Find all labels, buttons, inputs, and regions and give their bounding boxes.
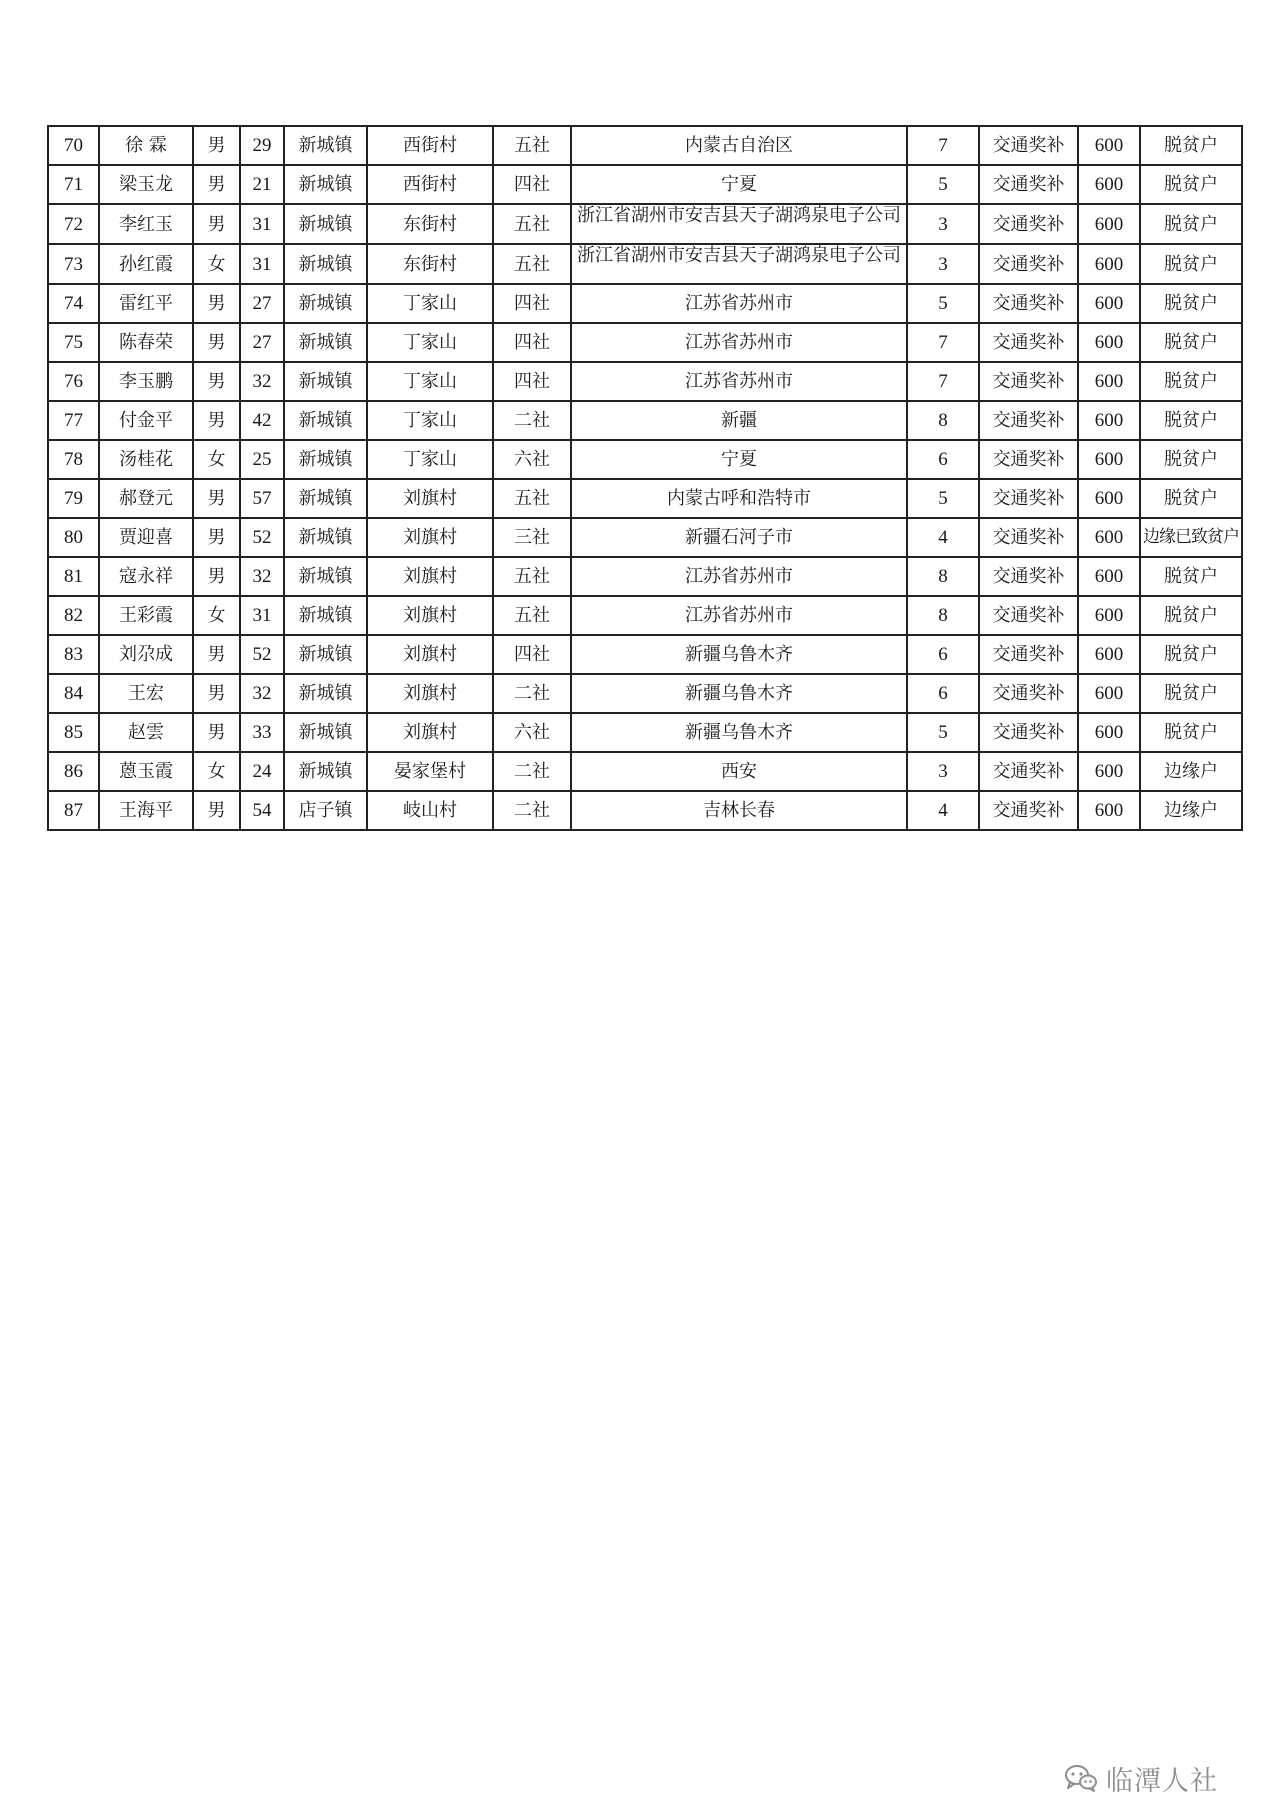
cell-number: 71 xyxy=(48,165,99,204)
cell-workplace: 吉林长春 xyxy=(571,791,907,830)
roster-body xyxy=(48,126,1242,830)
cell-months: 6 xyxy=(907,635,979,674)
cell-town: 新城镇 xyxy=(284,362,367,401)
cell-gender: 男 xyxy=(193,284,240,323)
cell-town: 新城镇 xyxy=(284,204,367,244)
cell-household-type: 脱贫户 xyxy=(1140,674,1242,713)
cell-subsidy-type: 交通奖补 xyxy=(979,165,1078,204)
table-row xyxy=(48,440,1242,479)
cell-town: 新城镇 xyxy=(284,323,367,362)
cell-village: 丁家山 xyxy=(367,362,493,401)
cell-workplace: 新疆 xyxy=(571,401,907,440)
cell-age: 42 xyxy=(240,401,284,440)
cell-household-type: 脱贫户 xyxy=(1140,440,1242,479)
cell-amount: 600 xyxy=(1078,440,1140,479)
cell-age: 31 xyxy=(240,244,284,284)
cell-workplace: 西安 xyxy=(571,752,907,791)
cell-amount: 600 xyxy=(1078,596,1140,635)
cell-amount: 600 xyxy=(1078,557,1140,596)
cell-town: 新城镇 xyxy=(284,713,367,752)
cell-amount: 600 xyxy=(1078,791,1140,830)
cell-workplace: 江苏省苏州市 xyxy=(571,284,907,323)
table-row xyxy=(48,165,1242,204)
cell-group: 二社 xyxy=(493,791,571,830)
cell-months: 8 xyxy=(907,557,979,596)
cell-household-type: 脱贫户 xyxy=(1140,323,1242,362)
cell-workplace: 新疆乌鲁木齐 xyxy=(571,674,907,713)
cell-months: 7 xyxy=(907,126,979,165)
cell-gender: 男 xyxy=(193,635,240,674)
cell-gender: 男 xyxy=(193,674,240,713)
cell-number: 76 xyxy=(48,362,99,401)
cell-age: 52 xyxy=(240,635,284,674)
cell-number: 81 xyxy=(48,557,99,596)
cell-subsidy-type: 交通奖补 xyxy=(979,713,1078,752)
cell-household-type: 脱贫户 xyxy=(1140,165,1242,204)
cell-name: 贾迎喜 xyxy=(99,518,193,557)
cell-months: 7 xyxy=(907,362,979,401)
cell-subsidy-type: 交通奖补 xyxy=(979,284,1078,323)
cell-months: 8 xyxy=(907,596,979,635)
cell-subsidy-type: 交通奖补 xyxy=(979,518,1078,557)
cell-name: 李红玉 xyxy=(99,204,193,244)
cell-group: 五社 xyxy=(493,479,571,518)
cell-household-type: 脱贫户 xyxy=(1140,284,1242,323)
cell-gender: 男 xyxy=(193,165,240,204)
cell-age: 33 xyxy=(240,713,284,752)
cell-age: 29 xyxy=(240,126,284,165)
cell-household-type: 脱贫户 xyxy=(1140,635,1242,674)
cell-gender: 男 xyxy=(193,401,240,440)
cell-subsidy-type: 交通奖补 xyxy=(979,362,1078,401)
cell-workplace: 江苏省苏州市 xyxy=(571,596,907,635)
cell-workplace: 浙江省湖州市安吉县天子湖鸿泉电子公司 xyxy=(571,244,907,284)
cell-gender: 男 xyxy=(193,126,240,165)
cell-village: 丁家山 xyxy=(367,440,493,479)
cell-number: 84 xyxy=(48,674,99,713)
cell-workplace: 浙江省湖州市安吉县天子湖鸿泉电子公司 xyxy=(571,204,907,244)
cell-amount: 600 xyxy=(1078,323,1140,362)
cell-village: 西街村 xyxy=(367,165,493,204)
cell-amount: 600 xyxy=(1078,362,1140,401)
table-row xyxy=(48,204,1242,244)
table-row xyxy=(48,323,1242,362)
subsidy-roster-table xyxy=(47,125,1243,831)
cell-group: 二社 xyxy=(493,752,571,791)
cell-name: 郝登元 xyxy=(99,479,193,518)
cell-name: 王彩霞 xyxy=(99,596,193,635)
watermark-text: 临潭人社 xyxy=(1106,1765,1218,1797)
cell-number: 75 xyxy=(48,323,99,362)
cell-group: 四社 xyxy=(493,165,571,204)
cell-subsidy-type: 交通奖补 xyxy=(979,479,1078,518)
cell-village: 晏家堡村 xyxy=(367,752,493,791)
cell-name: 赵雲 xyxy=(99,713,193,752)
cell-subsidy-type: 交通奖补 xyxy=(979,204,1078,244)
cell-months: 4 xyxy=(907,518,979,557)
cell-number: 72 xyxy=(48,204,99,244)
cell-amount: 600 xyxy=(1078,518,1140,557)
cell-months: 3 xyxy=(907,752,979,791)
cell-months: 5 xyxy=(907,165,979,204)
cell-subsidy-type: 交通奖补 xyxy=(979,557,1078,596)
cell-group: 三社 xyxy=(493,518,571,557)
cell-age: 32 xyxy=(240,674,284,713)
cell-group: 五社 xyxy=(493,557,571,596)
cell-subsidy-type: 交通奖补 xyxy=(979,401,1078,440)
cell-village: 刘旗村 xyxy=(367,635,493,674)
cell-gender: 女 xyxy=(193,752,240,791)
cell-group: 二社 xyxy=(493,674,571,713)
cell-workplace: 宁夏 xyxy=(571,165,907,204)
table-row xyxy=(48,596,1242,635)
cell-gender: 男 xyxy=(193,323,240,362)
cell-household-type: 边缘户 xyxy=(1140,791,1242,830)
cell-number: 77 xyxy=(48,401,99,440)
cell-town: 新城镇 xyxy=(284,752,367,791)
cell-village: 刘旗村 xyxy=(367,674,493,713)
cell-number: 82 xyxy=(48,596,99,635)
cell-gender: 男 xyxy=(193,791,240,830)
cell-amount: 600 xyxy=(1078,752,1140,791)
cell-household-type: 脱贫户 xyxy=(1140,204,1242,244)
cell-gender: 男 xyxy=(193,362,240,401)
cell-group: 五社 xyxy=(493,204,571,244)
cell-workplace: 新疆乌鲁木齐 xyxy=(571,635,907,674)
cell-household-type: 脱贫户 xyxy=(1140,713,1242,752)
cell-village: 刘旗村 xyxy=(367,518,493,557)
cell-age: 31 xyxy=(240,204,284,244)
cell-name: 王宏 xyxy=(99,674,193,713)
cell-subsidy-type: 交通奖补 xyxy=(979,244,1078,284)
cell-months: 3 xyxy=(907,244,979,284)
cell-age: 57 xyxy=(240,479,284,518)
cell-town: 新城镇 xyxy=(284,126,367,165)
cell-gender: 女 xyxy=(193,440,240,479)
cell-town: 新城镇 xyxy=(284,518,367,557)
cell-age: 25 xyxy=(240,440,284,479)
cell-village: 岐山村 xyxy=(367,791,493,830)
cell-age: 21 xyxy=(240,165,284,204)
cell-village: 刘旗村 xyxy=(367,596,493,635)
cell-town: 新城镇 xyxy=(284,401,367,440)
cell-number: 78 xyxy=(48,440,99,479)
cell-household-type: 脱贫户 xyxy=(1140,126,1242,165)
cell-number: 74 xyxy=(48,284,99,323)
cell-months: 6 xyxy=(907,674,979,713)
wechat-icon xyxy=(1064,1763,1098,1793)
cell-subsidy-type: 交通奖补 xyxy=(979,596,1078,635)
cell-number: 80 xyxy=(48,518,99,557)
cell-group: 四社 xyxy=(493,362,571,401)
cell-workplace: 江苏省苏州市 xyxy=(571,557,907,596)
cell-amount: 600 xyxy=(1078,284,1140,323)
cell-household-type: 边缘户 xyxy=(1140,752,1242,791)
cell-subsidy-type: 交通奖补 xyxy=(979,323,1078,362)
cell-amount: 600 xyxy=(1078,244,1140,284)
cell-town: 新城镇 xyxy=(284,244,367,284)
cell-name: 蒽玉霞 xyxy=(99,752,193,791)
cell-name: 李玉鹏 xyxy=(99,362,193,401)
cell-town: 新城镇 xyxy=(284,674,367,713)
cell-amount: 600 xyxy=(1078,204,1140,244)
cell-number: 86 xyxy=(48,752,99,791)
cell-gender: 女 xyxy=(193,244,240,284)
cell-household-type: 脱贫户 xyxy=(1140,244,1242,284)
cell-workplace: 新疆石河子市 xyxy=(571,518,907,557)
table-row xyxy=(48,713,1242,752)
cell-group: 四社 xyxy=(493,284,571,323)
cell-household-type: 脱贫户 xyxy=(1140,479,1242,518)
table-row xyxy=(48,518,1242,557)
cell-months: 5 xyxy=(907,284,979,323)
cell-number: 73 xyxy=(48,244,99,284)
cell-group: 六社 xyxy=(493,440,571,479)
cell-name: 汤桂花 xyxy=(99,440,193,479)
cell-name: 孙红霞 xyxy=(99,244,193,284)
cell-group: 四社 xyxy=(493,635,571,674)
table-row xyxy=(48,674,1242,713)
cell-number: 70 xyxy=(48,126,99,165)
table-row xyxy=(48,479,1242,518)
cell-gender: 女 xyxy=(193,596,240,635)
cell-village: 西街村 xyxy=(367,126,493,165)
cell-amount: 600 xyxy=(1078,635,1140,674)
cell-subsidy-type: 交通奖补 xyxy=(979,674,1078,713)
cell-name: 寇永祥 xyxy=(99,557,193,596)
cell-household-type: 边缘已致贫户 xyxy=(1140,518,1242,557)
cell-number: 83 xyxy=(48,635,99,674)
cell-gender: 男 xyxy=(193,479,240,518)
cell-age: 27 xyxy=(240,323,284,362)
cell-town: 新城镇 xyxy=(284,596,367,635)
cell-months: 6 xyxy=(907,440,979,479)
table-row xyxy=(48,635,1242,674)
cell-workplace: 新疆乌鲁木齐 xyxy=(571,713,907,752)
cell-number: 85 xyxy=(48,713,99,752)
cell-household-type: 脱贫户 xyxy=(1140,401,1242,440)
cell-workplace: 江苏省苏州市 xyxy=(571,323,907,362)
cell-workplace: 内蒙古呼和浩特市 xyxy=(571,479,907,518)
cell-subsidy-type: 交通奖补 xyxy=(979,791,1078,830)
cell-town: 新城镇 xyxy=(284,440,367,479)
cell-village: 刘旗村 xyxy=(367,713,493,752)
cell-group: 五社 xyxy=(493,244,571,284)
cell-village: 丁家山 xyxy=(367,401,493,440)
cell-amount: 600 xyxy=(1078,165,1140,204)
table-row xyxy=(48,126,1242,165)
cell-town: 店子镇 xyxy=(284,791,367,830)
cell-age: 32 xyxy=(240,557,284,596)
cell-amount: 600 xyxy=(1078,674,1140,713)
cell-household-type: 脱贫户 xyxy=(1140,596,1242,635)
cell-name: 王海平 xyxy=(99,791,193,830)
cell-town: 新城镇 xyxy=(284,557,367,596)
cell-months: 4 xyxy=(907,791,979,830)
cell-months: 8 xyxy=(907,401,979,440)
cell-group: 六社 xyxy=(493,713,571,752)
cell-gender: 男 xyxy=(193,204,240,244)
table-row xyxy=(48,362,1242,401)
table-row xyxy=(48,244,1242,284)
cell-town: 新城镇 xyxy=(284,165,367,204)
cell-amount: 600 xyxy=(1078,479,1140,518)
cell-age: 31 xyxy=(240,596,284,635)
cell-name: 付金平 xyxy=(99,401,193,440)
watermark xyxy=(1064,1760,1218,1796)
cell-subsidy-type: 交通奖补 xyxy=(979,635,1078,674)
cell-subsidy-type: 交通奖补 xyxy=(979,126,1078,165)
cell-town: 新城镇 xyxy=(284,284,367,323)
cell-group: 五社 xyxy=(493,126,571,165)
cell-name: 雷红平 xyxy=(99,284,193,323)
cell-name: 刘尕成 xyxy=(99,635,193,674)
cell-age: 27 xyxy=(240,284,284,323)
cell-name: 梁玉龙 xyxy=(99,165,193,204)
cell-months: 7 xyxy=(907,323,979,362)
cell-months: 5 xyxy=(907,479,979,518)
cell-village: 东街村 xyxy=(367,204,493,244)
cell-village: 丁家山 xyxy=(367,323,493,362)
cell-village: 东街村 xyxy=(367,244,493,284)
cell-workplace: 内蒙古自治区 xyxy=(571,126,907,165)
cell-workplace: 宁夏 xyxy=(571,440,907,479)
cell-age: 54 xyxy=(240,791,284,830)
cell-group: 五社 xyxy=(493,596,571,635)
cell-name: 陈春荣 xyxy=(99,323,193,362)
cell-village: 丁家山 xyxy=(367,284,493,323)
cell-household-type: 脱贫户 xyxy=(1140,362,1242,401)
cell-months: 3 xyxy=(907,204,979,244)
cell-amount: 600 xyxy=(1078,401,1140,440)
cell-village: 刘旗村 xyxy=(367,479,493,518)
cell-subsidy-type: 交通奖补 xyxy=(979,752,1078,791)
cell-group: 二社 xyxy=(493,401,571,440)
cell-gender: 男 xyxy=(193,518,240,557)
table-row xyxy=(48,752,1242,791)
cell-age: 52 xyxy=(240,518,284,557)
table-row xyxy=(48,284,1242,323)
cell-age: 32 xyxy=(240,362,284,401)
cell-amount: 600 xyxy=(1078,126,1140,165)
cell-name: 徐 霖 xyxy=(99,126,193,165)
cell-group: 四社 xyxy=(493,323,571,362)
cell-village: 刘旗村 xyxy=(367,557,493,596)
cell-amount: 600 xyxy=(1078,713,1140,752)
cell-workplace: 江苏省苏州市 xyxy=(571,362,907,401)
cell-household-type: 脱贫户 xyxy=(1140,557,1242,596)
cell-months: 5 xyxy=(907,713,979,752)
table-row xyxy=(48,791,1242,830)
cell-town: 新城镇 xyxy=(284,635,367,674)
cell-gender: 男 xyxy=(193,713,240,752)
table-row xyxy=(48,557,1242,596)
cell-number: 79 xyxy=(48,479,99,518)
table-row xyxy=(48,401,1242,440)
cell-age: 24 xyxy=(240,752,284,791)
cell-town: 新城镇 xyxy=(284,479,367,518)
cell-gender: 男 xyxy=(193,557,240,596)
cell-subsidy-type: 交通奖补 xyxy=(979,440,1078,479)
cell-number: 87 xyxy=(48,791,99,830)
